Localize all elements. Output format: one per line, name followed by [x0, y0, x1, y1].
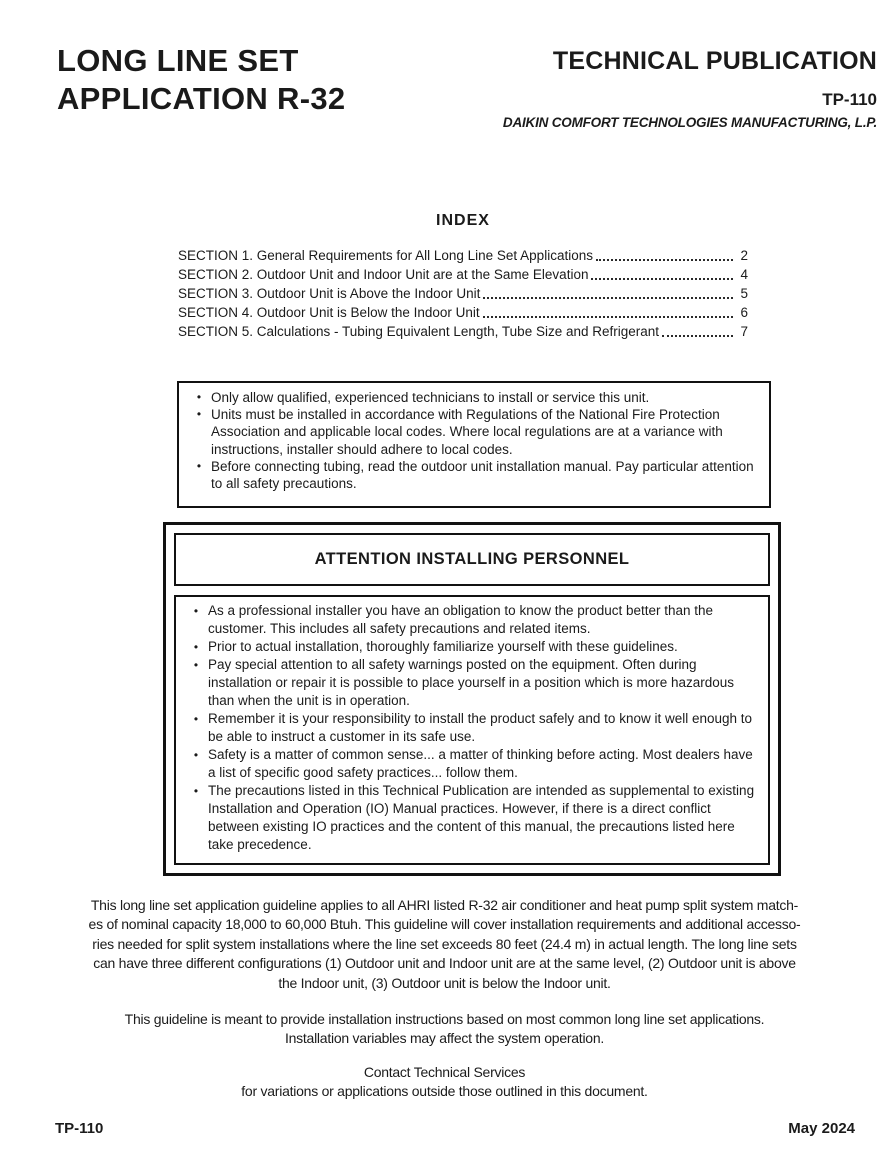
attention-bullet-text: Safety is a matter of common sense... a matter of thinking before acting. Most dealers have a list of specific good safety practices... follow them.	[208, 747, 753, 780]
contact-paragraph	[26, 1063, 863, 1102]
intro-paragraph-line: This long line set application guideline applies to all AHRI listed R-32 air conditioner and heat pump split system match-	[90, 897, 799, 913]
index-entry-label: SECTION 4. Outdoor Unit is Below the Indoor Unit	[178, 305, 480, 320]
intro-paragraph-line: es of nominal capacity 18,000 to 60,000 Btuh. This guideline will cover installation requirements and additional accesso-	[88, 916, 801, 933]
safety-bullet-text: Before connecting tubing, read the outdoor unit installation manual. Pay particular attention to all safety precautions.	[211, 458, 754, 492]
bullet-icon: •	[196, 390, 202, 404]
guideline-paragraph-line: Installation variables may affect the system operation.	[284, 1030, 605, 1047]
index-entry-section-2[interactable]	[178, 265, 748, 284]
publication-type: TECHNICAL PUBLICATION	[552, 47, 877, 75]
safety-bullet-text: Units must be installed in accordance with Regulations of the National Fire Protection Association and applicable local codes. Where local regulations are at a variance with instructions, installer should adhere to local codes.	[211, 407, 723, 457]
publication-block	[503, 47, 877, 130]
index-entry-label: SECTION 3. Outdoor Unit is Above the Indoor Unit	[178, 286, 481, 301]
bullet-icon: •	[193, 604, 199, 618]
attention-bullet	[184, 710, 758, 746]
footer-date: May 2024	[788, 1120, 855, 1137]
safety-bullet	[187, 389, 763, 406]
index-heading: INDEX	[436, 212, 490, 229]
dot-leader	[596, 259, 733, 261]
dot-leader	[483, 297, 733, 299]
index-entry-page: 2	[740, 248, 748, 263]
bullet-icon: •	[193, 748, 199, 762]
safety-bullet	[187, 406, 763, 458]
safety-bullet	[187, 458, 763, 492]
company-name: DAIKIN COMFORT TECHNOLOGIES MANUFACTURING, L.P.	[502, 115, 877, 130]
index-list	[178, 246, 748, 341]
bullet-icon: •	[196, 407, 202, 422]
attention-bullet-text: The precautions listed in this Technical Publication are intended as supplemental to existing Installation and Operation (IO) Manual practices. However, if there is a direct conflict between existing IO practices and the content of this manual, the precautions listed here take precedence.	[208, 783, 755, 852]
attention-bullet-text: As a professional installer you have an obligation to know the product better than the customer. This includes all safety precautions and related items.	[208, 603, 714, 636]
index-entry-page: 4	[740, 267, 748, 282]
bullet-icon: •	[193, 784, 199, 798]
index-entry-label: SECTION 5. Calculations - Tubing Equivalent Length, Tube Size and Refrigerant	[178, 324, 660, 339]
guideline-paragraph-line: This guideline is meant to provide installation instructions based on most common long line set applications.	[124, 1011, 765, 1027]
index-entry-section-3[interactable]	[178, 284, 748, 303]
attention-bullet-text: Pay special attention to all safety warnings posted on the equipment. Often during installation or repair it is possible to place yourself in a position which is more hazardous than when the unit is in operation.	[208, 657, 735, 708]
attention-box	[163, 522, 781, 876]
index-entry-page: 6	[740, 305, 748, 320]
attention-bullet	[184, 602, 758, 638]
bullet-icon: •	[193, 640, 199, 654]
guideline-paragraph	[26, 1010, 863, 1049]
attention-box-title: ATTENTION INSTALLING PERSONNEL	[174, 533, 770, 586]
publication-number: TP-110	[822, 90, 877, 109]
index-entry-label: SECTION 1. General Requirements for All Long Line Set Applications	[178, 248, 593, 263]
attention-bullet	[184, 656, 758, 710]
index-entry-page: 7	[740, 324, 748, 339]
safety-notice-box	[177, 381, 771, 508]
bullet-icon: •	[193, 712, 199, 726]
contact-paragraph-line: Contact Technical Services	[363, 1064, 526, 1080]
attention-bullet	[184, 782, 758, 854]
index-entry-label: SECTION 2. Outdoor Unit and Indoor Unit are at the Same Elevation	[178, 267, 589, 282]
attention-bullet-text: Remember it is your responsibility to install the product safely and to know it well enough to be able to instruct a customer in its safe use.	[208, 711, 753, 744]
index-entry-section-5[interactable]	[178, 322, 748, 341]
dot-leader	[662, 335, 733, 337]
intro-paragraph	[26, 896, 863, 993]
doc-title-line1: LONG LINE SET	[57, 43, 299, 78]
attention-box-content	[174, 595, 770, 865]
attention-bullet-text: Prior to actual installation, thoroughly familiarize yourself with these guidelines.	[208, 639, 678, 654]
dot-leader	[483, 316, 733, 318]
intro-paragraph-line: ries needed for split system installations where the line set exceeds 80 feet (24.4 m) in actual length. The long line sets	[92, 935, 797, 952]
page-footer	[55, 1120, 855, 1137]
index-entry-section-4[interactable]	[178, 303, 748, 322]
index-entry-section-1[interactable]	[178, 246, 748, 265]
bullet-icon: •	[196, 458, 202, 473]
intro-paragraph-line: the Indoor unit, (3) Outdoor unit is below the Indoor unit.	[278, 974, 611, 991]
safety-bullet-text: Only allow qualified, experienced technicians to install or service this unit.	[211, 390, 650, 405]
attention-bullet	[184, 638, 758, 656]
index-entry-page: 5	[740, 286, 748, 301]
attention-bullet	[184, 746, 758, 782]
doc-title-line2: APPLICATION R-32	[57, 81, 346, 116]
contact-paragraph-line: for variations or applications outside those outlined in this document.	[241, 1083, 648, 1100]
footer-doc-number: TP-110	[55, 1120, 104, 1137]
bullet-icon: •	[193, 658, 199, 672]
dot-leader	[591, 278, 733, 280]
intro-paragraph-line: can have three different configurations (1) Outdoor unit and Indoor unit are at the same level, (2) Outdoor unit is above	[93, 955, 796, 972]
doc-title	[57, 42, 345, 118]
